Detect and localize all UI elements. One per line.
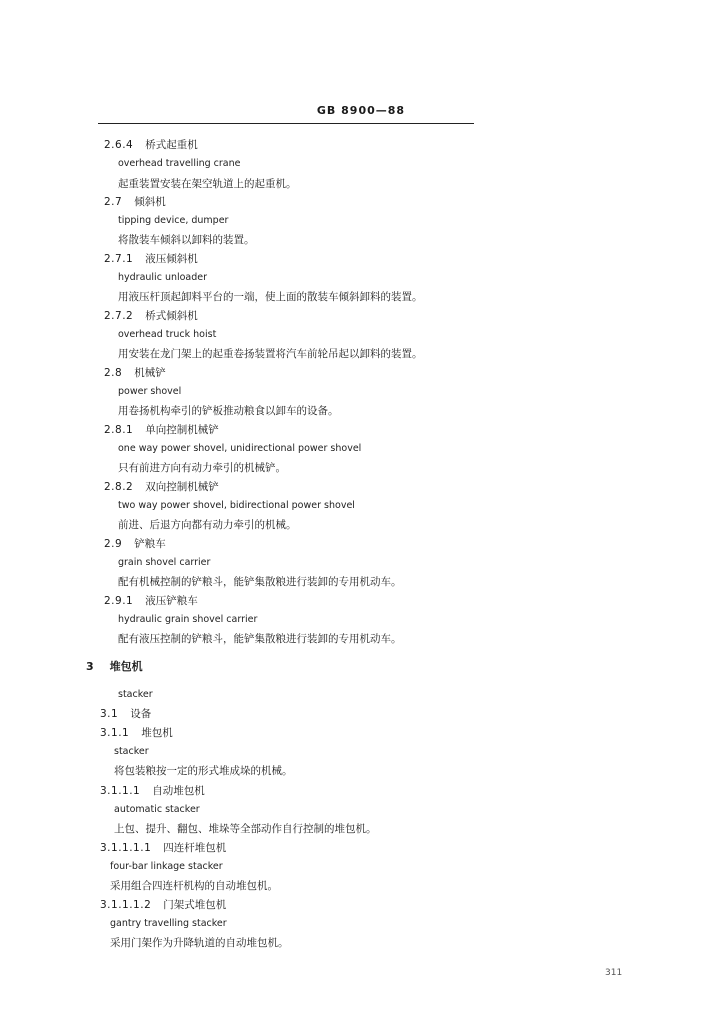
entry-definition: 用卷扬机构牵引的铲板推动粮食以卸车的设备。 xyxy=(118,405,339,417)
entry-definition: 上包、提升、翻包、堆垛等全部动作自行控制的堆包机。 xyxy=(114,823,377,835)
entry-code: 2.9.1 xyxy=(104,595,134,607)
entry-term-zh: 液压铲粮车 xyxy=(145,595,198,607)
entry-english: four-bar linkage stacker xyxy=(110,861,223,872)
entry-definition: 用安装在龙门架上的起重卷扬装置将汽车前轮吊起以卸料的装置。 xyxy=(118,348,423,360)
entry-term-zh: 设备 xyxy=(130,708,152,720)
entry-term-zh: 自动堆包机 xyxy=(152,785,205,797)
entry-code: 2.7.1 xyxy=(104,253,134,265)
entry-term xyxy=(100,726,173,740)
entry-english: hydraulic grain shovel carrier xyxy=(118,614,258,625)
entry-term xyxy=(104,252,198,266)
entry-term xyxy=(100,841,226,855)
entry-code: 3.1 xyxy=(100,708,119,720)
entry-code: 3.1.1.1.1 xyxy=(100,842,152,854)
entry-english: automatic stacker xyxy=(114,804,200,815)
entry-term-zh: 液压倾斜机 xyxy=(145,253,198,265)
entry-term-zh: 机械铲 xyxy=(134,367,166,379)
entry-definition: 配有机械控制的铲粮斗，能铲集散粮进行装卸的专用机动车。 xyxy=(118,576,402,588)
entry-definition: 采用组合四连杆机构的自动堆包机。 xyxy=(110,880,278,892)
section-heading xyxy=(86,660,143,674)
entry-term xyxy=(104,480,219,494)
entry-definition: 用液压杆顶起卸料平台的一端，使上面的散装车倾斜卸料的装置。 xyxy=(118,291,423,303)
entry-term-zh: 双向控制机械铲 xyxy=(145,481,219,493)
entry-english: power shovel xyxy=(118,386,182,397)
entry-code: 2.6.4 xyxy=(104,139,134,151)
entry-english: stacker xyxy=(114,746,149,757)
entry-term-zh: 堆包机 xyxy=(141,727,173,739)
entry-term xyxy=(104,195,166,209)
entry-definition: 前进、后退方向都有动力牵引的机械。 xyxy=(118,519,297,531)
entry-term-zh: 四连杆堆包机 xyxy=(163,842,227,854)
entry-term xyxy=(104,366,166,380)
page-number: 311 xyxy=(605,968,623,978)
entry-english: two way power shovel, bidirectional power shovel xyxy=(118,500,355,511)
entry-code: 2.8.2 xyxy=(104,481,134,493)
entry-english: hydraulic unloader xyxy=(118,272,208,283)
entry-term-zh: 桥式倾斜机 xyxy=(145,310,198,322)
entry-definition: 将包装粮按一定的形式堆成垛的机械。 xyxy=(114,765,293,777)
entry-english: grain shovel carrier xyxy=(118,557,211,568)
entry-code: 2.9 xyxy=(104,538,123,550)
section-title: 堆包机 xyxy=(109,660,143,673)
section-english: stacker xyxy=(118,689,153,700)
entry-term xyxy=(104,594,198,608)
entry-term-zh: 倾斜机 xyxy=(134,196,166,208)
entry-term xyxy=(104,309,198,323)
entry-definition: 配有液压控制的铲粮斗，能铲集散粮进行装卸的专用机动车。 xyxy=(118,633,402,645)
entry-term-zh: 门架式堆包机 xyxy=(163,899,227,911)
entry-code: 2.8 xyxy=(104,367,123,379)
section-number: 3 xyxy=(86,660,94,673)
entry-term xyxy=(100,784,205,798)
entry-term-zh: 单向控制机械铲 xyxy=(145,424,219,436)
entry-term-zh: 铲粮车 xyxy=(134,538,166,550)
entry-term xyxy=(104,537,166,551)
entry-definition: 将散装车倾斜以卸料的装置。 xyxy=(118,234,255,246)
entry-code: 3.1.1 xyxy=(100,727,130,739)
entry-term xyxy=(100,707,151,721)
entry-english: overhead travelling crane xyxy=(118,158,241,169)
entry-code: 3.1.1.1 xyxy=(100,785,141,797)
entry-english: overhead truck hoist xyxy=(118,329,217,340)
entry-term xyxy=(104,423,219,437)
entry-english: tipping device, dumper xyxy=(118,215,229,226)
entry-code: 3.1.1.1.2 xyxy=(100,899,152,911)
entry-code: 2.8.1 xyxy=(104,424,134,436)
entry-term xyxy=(100,898,226,912)
entry-code: 2.7 xyxy=(104,196,123,208)
entry-code: 2.7.2 xyxy=(104,310,134,322)
entry-definition: 起重装置安装在架空轨道上的起重机。 xyxy=(118,178,297,190)
standard-code-header: GB 8900—88 xyxy=(316,104,406,117)
entry-term-zh: 桥式起重机 xyxy=(145,139,198,151)
entry-english: gantry travelling stacker xyxy=(110,918,227,929)
entry-definition: 采用门架作为升降轨道的自动堆包机。 xyxy=(110,937,289,949)
entry-term xyxy=(104,138,198,152)
entry-english: one way power shovel, unidirectional power shovel xyxy=(118,443,362,454)
entry-definition: 只有前进方向有动力牵引的机械铲。 xyxy=(118,462,286,474)
